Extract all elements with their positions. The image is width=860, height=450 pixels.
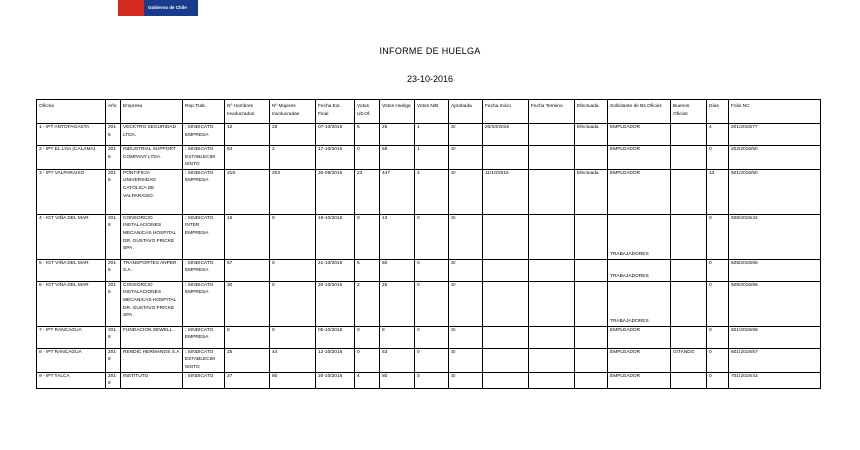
- header-row: [37, 100, 821, 124]
- table-cell: 25: [380, 124, 415, 146]
- table-cell: Efectuada: [575, 124, 608, 146]
- table-cell: SI: [449, 259, 483, 281]
- column-header: Fecha Inicio: [483, 100, 529, 124]
- table-cell: EMPLEADOR: [608, 169, 671, 214]
- column-header: Folio NC: [729, 100, 821, 124]
- table-cell: 17-10/2016: [316, 146, 355, 170]
- table-cell: 4: [415, 169, 449, 214]
- table-cell: [575, 281, 608, 326]
- table-cell: [671, 259, 707, 281]
- column-header: Votos N/B: [415, 100, 449, 124]
- table-cell: 80: [270, 372, 316, 388]
- table-cell: [483, 281, 529, 326]
- table-cell: EMPLEADOR: [608, 348, 671, 372]
- table-cell: 20/10/2016: [483, 124, 529, 146]
- table-cell: 202/2016/50: [729, 146, 821, 170]
- table-cell: 20-10/2016: [316, 281, 355, 326]
- table-cell: 5 - IGT VIÑA DEL MAR: [37, 259, 106, 281]
- table-cell: 0: [707, 348, 729, 372]
- table-cell: 7 - IPT RANCAGUA: [37, 326, 106, 348]
- table-cell: 8: [380, 326, 415, 348]
- table-cell: 2016: [106, 348, 121, 372]
- table-cell: 57: [225, 259, 270, 281]
- logo-red-block: [118, 0, 144, 16]
- table-cell: [671, 124, 707, 146]
- table-cell: 447: [380, 169, 415, 214]
- column-header: Año: [106, 100, 121, 124]
- table-cell: 501/2016/50: [729, 169, 821, 214]
- table-row: [37, 326, 821, 348]
- table-cell: 2016: [106, 146, 121, 170]
- table-cell: 2016: [106, 259, 121, 281]
- table-cell: 12: [225, 124, 270, 146]
- table-cell: [483, 259, 529, 281]
- table-cell: 8: [225, 326, 270, 348]
- table-cell: 63: [380, 348, 415, 372]
- table-cell: ; SINDICATO EMPRESA: [183, 326, 225, 348]
- table-cell: TRABAJADORES: [608, 281, 671, 326]
- table-cell: SI: [449, 169, 483, 214]
- table-cell: 601/2016/59: [729, 326, 821, 348]
- table-cell: 0: [355, 348, 380, 372]
- table-cell: 0: [707, 372, 729, 388]
- table-cell: 0: [707, 259, 729, 281]
- table-cell: [483, 326, 529, 348]
- report-date: 23-10-2016: [406, 74, 454, 84]
- table-cell: VECKTRO SEGURIDAD LTDA.: [121, 124, 183, 146]
- table-cell: 44: [270, 348, 316, 372]
- column-header: Aprobada: [449, 100, 483, 124]
- table-cell: 30: [225, 281, 270, 326]
- table-cell: 0: [707, 281, 729, 326]
- table-cell: ; SINDICATO ESTABLECIM IENTO: [183, 146, 225, 170]
- table-cell: 4: [355, 372, 380, 388]
- table-cell: RENDIC HERMANOS S.A .: [121, 348, 183, 372]
- table-cell: ; SINDICATO ESTABLECIM IENTO: [183, 348, 225, 372]
- table-cell: 0: [355, 214, 380, 259]
- table-cell: 07-10/2016: [316, 124, 355, 146]
- table-cell: 0: [707, 326, 729, 348]
- table-cell: 318: [225, 169, 270, 214]
- table-row: [37, 214, 821, 259]
- column-header: Fecha Termino: [529, 100, 575, 124]
- table-cell: SI: [449, 372, 483, 388]
- table-row: [37, 348, 821, 372]
- table-cell: 25: [380, 281, 415, 326]
- table-cell: TRANSPORTES ANPER S.A .: [121, 259, 183, 281]
- table-cell: EMPLEADOR: [608, 326, 671, 348]
- table-cell: 28: [270, 124, 316, 146]
- table-cell: 0: [415, 214, 449, 259]
- column-header: Días: [707, 100, 729, 124]
- table-cell: 50: [380, 259, 415, 281]
- table-cell: 0: [707, 146, 729, 170]
- table-cell: ; SINDICATO EMPRESA: [183, 124, 225, 146]
- table-cell: [483, 372, 529, 388]
- strike-report-table: [36, 99, 821, 389]
- table-cell: SI: [449, 281, 483, 326]
- table-cell: CONSORCIO INSTALACIONES MECANICAS HOSPITAL DR. GUSTAVO FRICKE SPA .: [121, 214, 183, 259]
- table-cell: 0: [415, 259, 449, 281]
- table-cell: 13: [707, 169, 729, 214]
- table-cell: 508/2016/66: [729, 281, 821, 326]
- table-cell: TRABAJADORES: [608, 214, 671, 259]
- table-cell: 2 - IPT EL LOA (CALAMA): [37, 146, 106, 170]
- table-row: [37, 169, 821, 214]
- table-cell: 13: [380, 214, 415, 259]
- column-header: Empresa: [121, 100, 183, 124]
- table-cell: 1: [415, 146, 449, 170]
- table-row: [37, 281, 821, 326]
- table-cell: SI: [449, 326, 483, 348]
- table-cell: 601/2016/57: [729, 348, 821, 372]
- table-cell: 2016: [106, 214, 121, 259]
- table-cell: [671, 372, 707, 388]
- table-cell: 8 - IPT RANCAGUA: [37, 348, 106, 372]
- column-header: Rep.Trab.: [183, 100, 225, 124]
- table-cell: ; SINDICATO EMPRESA: [183, 169, 225, 214]
- logo-text: Gobierno de Chile: [148, 5, 187, 10]
- table-cell: TRABAJADORES: [608, 259, 671, 281]
- table-cell: 0: [355, 146, 380, 170]
- table-cell: 3: [415, 372, 449, 388]
- table-cell: 11/10/2016: [483, 169, 529, 214]
- table-cell: [529, 259, 575, 281]
- table-body: [37, 124, 821, 389]
- table-cell: 0: [707, 214, 729, 259]
- table-row: [37, 259, 821, 281]
- table-cell: 203: [270, 169, 316, 214]
- table-cell: 2: [355, 281, 380, 326]
- table-cell: [529, 281, 575, 326]
- column-header: Fecha Ext. Final: [316, 100, 355, 124]
- column-header: Nº Hombres Involucrados: [225, 100, 270, 124]
- table-cell: 4 - IGT VIÑA DEL MAR: [37, 214, 106, 259]
- table-cell: [671, 146, 707, 170]
- table-cell: FUNDACION SEWELL .: [121, 326, 183, 348]
- table-cell: 80: [380, 372, 415, 388]
- table-cell: 1: [415, 124, 449, 146]
- table-cell: 2016: [106, 124, 121, 146]
- table-cell: 20-10/2016: [316, 372, 355, 388]
- table-cell: SI: [449, 124, 483, 146]
- table-cell: SI: [449, 214, 483, 259]
- table-cell: [483, 146, 529, 170]
- table-cell: [671, 169, 707, 214]
- table-cell: CONSORCIO INSTALACIONES MECANICAS HOSPITAL DR. GUSTAVO FRICKE SPA .: [121, 281, 183, 326]
- table-cell: INSTITUTO: [121, 372, 183, 388]
- table-cell: 2016: [106, 169, 121, 214]
- table-cell: EMPLEADOR: [608, 124, 671, 146]
- table-cell: 30-09/2016: [316, 169, 355, 214]
- table-cell: SI: [449, 348, 483, 372]
- table-cell: 0: [270, 326, 316, 348]
- column-header: Votos Huelga: [380, 100, 415, 124]
- table-cell: [575, 214, 608, 259]
- table-cell: ; SINDICATO: [183, 372, 225, 388]
- table-cell: 9 - IPT TALCA: [37, 372, 106, 388]
- table-cell: 25: [225, 348, 270, 372]
- table-cell: [483, 214, 529, 259]
- table-cell: 201/2016/77: [729, 124, 821, 146]
- table-cell: INDUSTRIAL SUPPORT COMPANY LTDA.: [121, 146, 183, 170]
- table-cell: 0: [355, 326, 380, 348]
- government-logo: [118, 0, 198, 16]
- table-cell: 0: [270, 281, 316, 326]
- table-cell: 1 - IPT ANTOFAGASTA: [37, 124, 106, 146]
- table-cell: 0: [415, 326, 449, 348]
- table-cell: 0: [270, 214, 316, 259]
- column-header: Solicitante de Bs.Oficios: [608, 100, 671, 124]
- table-cell: 5: [355, 124, 380, 146]
- table-cell: GITANDO: [671, 348, 707, 372]
- table-cell: 508/2016/42: [729, 214, 821, 259]
- table-cell: EMPLEADOR: [608, 372, 671, 388]
- table-cell: 27: [225, 372, 270, 388]
- table-cell: 0: [415, 348, 449, 372]
- table-cell: [671, 281, 707, 326]
- table-cell: 508/2016/65: [729, 259, 821, 281]
- table-cell: [529, 348, 575, 372]
- table-cell: [529, 214, 575, 259]
- table-cell: 84: [225, 146, 270, 170]
- table-cell: 2016: [106, 281, 121, 326]
- table-cell: SI: [449, 146, 483, 170]
- table-cell: [671, 326, 707, 348]
- table-cell: Efectuada: [575, 169, 608, 214]
- table-cell: 701/2016/43: [729, 372, 821, 388]
- column-header: Buenos Oficios: [671, 100, 707, 124]
- table-cell: [529, 169, 575, 214]
- table-cell: 23: [355, 169, 380, 214]
- table-cell: 0: [270, 259, 316, 281]
- table-row: [37, 124, 821, 146]
- table-cell: 6 - IGT VIÑA DEL MAR: [37, 281, 106, 326]
- table-cell: 5: [355, 259, 380, 281]
- table-cell: 2: [270, 146, 316, 170]
- column-header: Oficina: [37, 100, 106, 124]
- table-cell: [529, 146, 575, 170]
- table-cell: 05-10/2016: [316, 326, 355, 348]
- table-cell: PONTIFICIA UNIVERSIDAD CATÓLICA DE VALPARAÍSO .: [121, 169, 183, 214]
- table-cell: [575, 146, 608, 170]
- table-cell: 58: [380, 146, 415, 170]
- column-header: Efectuada: [575, 100, 608, 124]
- report-title: INFORME DE HUELGA: [379, 46, 481, 56]
- table-row: [37, 372, 821, 388]
- table-cell: 4: [707, 124, 729, 146]
- table-cell: ; SINDICATO INTER EMPRESA: [183, 214, 225, 259]
- table-cell: ; SINDICATO EMPRESA: [183, 259, 225, 281]
- table-cell: 12-10/2016: [316, 348, 355, 372]
- table-cell: EMPLEADOR: [608, 146, 671, 170]
- table-cell: 19-10/2016: [316, 214, 355, 259]
- table-cell: [671, 214, 707, 259]
- table-cell: [529, 124, 575, 146]
- table-cell: 16: [225, 214, 270, 259]
- column-header: Votos Ult.Of.: [355, 100, 380, 124]
- table-cell: [483, 348, 529, 372]
- column-header: Nº Mujeres Involucradas: [270, 100, 316, 124]
- table-cell: 0: [415, 281, 449, 326]
- table-cell: 3 - IPT VALPARAISO: [37, 169, 106, 214]
- table-cell: [575, 326, 608, 348]
- table-cell: 2016: [106, 326, 121, 348]
- table-cell: [575, 259, 608, 281]
- table-row: [37, 146, 821, 170]
- table-cell: 2016: [106, 372, 121, 388]
- table-cell: [575, 348, 608, 372]
- table-cell: ; SINDICATO EMPRESA: [183, 281, 225, 326]
- table-cell: [529, 326, 575, 348]
- table-cell: [529, 372, 575, 388]
- table-cell: 21-10/2016: [316, 259, 355, 281]
- table-cell: [575, 372, 608, 388]
